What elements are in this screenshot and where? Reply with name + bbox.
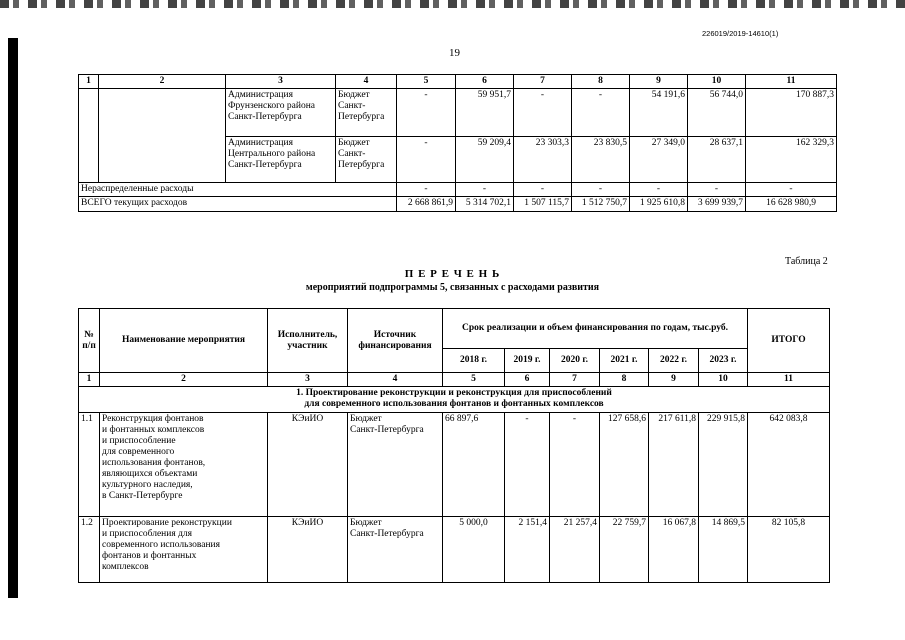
total-label: ВСЕГО текущих расходов (79, 197, 397, 212)
col-num: 2 (99, 75, 226, 89)
value-cell: - (572, 89, 630, 137)
total-cell: 1 925 610,8 (630, 197, 688, 212)
executor-cell: КЭиИО (268, 413, 348, 517)
table-row-unallocated (79, 183, 837, 197)
header-year: 2019 г. (505, 349, 550, 373)
cell-line: Бюджет (350, 518, 382, 528)
cell-line: Фрунзенского района (228, 101, 316, 111)
value-cell: 27 349,0 (630, 137, 688, 183)
cell-line: Реконструкция фонтанов (102, 414, 204, 424)
col-num: 11 (748, 373, 830, 387)
row-num: 1.1 (79, 413, 100, 517)
col-num: 4 (348, 373, 443, 387)
section-line: для современного использования фонтанов и фонтанных комплексов (304, 399, 604, 409)
col-num: 3 (268, 373, 348, 387)
value-cell: - (514, 183, 572, 197)
col-num: 8 (572, 75, 630, 89)
unallocated-label: Нераспределенные расходы (79, 183, 397, 197)
cell-line: Санкт- (338, 149, 366, 159)
header-name: Наименование мероприятия (100, 309, 268, 373)
value-cell: 59 209,4 (456, 137, 514, 183)
header-num: № п/п (79, 309, 100, 373)
value-cell: - (746, 183, 837, 197)
header-total: ИТОГО (748, 309, 830, 373)
cell-line: Бюджет (338, 90, 370, 100)
value-cell: 23 830,5 (572, 137, 630, 183)
cell-line: фонтанов и фонтанных (102, 551, 197, 561)
cell-line: Санкт-Петербурга (228, 112, 302, 122)
section-heading (79, 387, 830, 413)
section-line: 1. Проектирование реконструкции и реконструкция для приспособлений (296, 388, 612, 398)
value-cell: - (572, 183, 630, 197)
cell-line: и фонтанных комплексов (102, 425, 205, 435)
merged-cell (99, 89, 226, 183)
value-cell: 59 951,7 (456, 89, 514, 137)
measure-name (100, 413, 268, 517)
value-cell: 54 191,6 (630, 89, 688, 137)
value-cell: 22 759,7 (600, 517, 649, 583)
cell-line: Санкт- (338, 101, 366, 111)
merged-cell (79, 89, 99, 183)
executor-cell: КЭиИО (268, 517, 348, 583)
value-cell: - (630, 183, 688, 197)
cell-line: Петербурга (338, 112, 385, 122)
value-cell: - (514, 89, 572, 137)
value-cell: - (550, 413, 600, 517)
value-cell: 56 744,0 (688, 89, 746, 137)
scan-noise-top (0, 0, 905, 8)
value-cell: 5 000,0 (443, 517, 505, 583)
value-cell: 28 637,1 (688, 137, 746, 183)
cell-line: являющихся объектами (102, 469, 198, 479)
source-cell (336, 89, 397, 137)
cell-line: в Санкт-Петербурге (102, 491, 183, 501)
cell-line: использования фонтанов, (102, 458, 206, 468)
cell-line: Бюджет (338, 138, 370, 148)
col-num: 4 (336, 75, 397, 89)
cell-line: Санкт-Петербурга (350, 425, 424, 435)
table-row (79, 89, 837, 137)
col-num: 9 (649, 373, 699, 387)
total-cell: 1 512 750,7 (572, 197, 630, 212)
table2-col-number-row (79, 373, 830, 387)
table1-col-number-row (79, 75, 837, 89)
cell-line: и приспособление (102, 436, 176, 446)
total-cell: 82 105,8 (748, 517, 830, 583)
table-row (79, 517, 830, 583)
col-num: 5 (397, 75, 456, 89)
cell-line: Санкт-Петербурга (350, 529, 424, 539)
measure-name (100, 517, 268, 583)
cell-line: и приспособления для (102, 529, 193, 539)
section-row (79, 387, 830, 413)
table-current-expenses (78, 74, 837, 212)
col-num: 7 (514, 75, 572, 89)
executor-cell (226, 137, 336, 183)
col-num: 9 (630, 75, 688, 89)
source-cell (336, 137, 397, 183)
col-num: 7 (550, 373, 600, 387)
header-year: 2021 г. (600, 349, 649, 373)
cell-line: Администрация (228, 90, 293, 100)
value-cell: 229 915,8 (699, 413, 748, 517)
value-cell: 217 611,8 (649, 413, 699, 517)
header-year: 2023 г. (699, 349, 748, 373)
header-year: 2018 г. (443, 349, 505, 373)
table2-title: П Е Р Е Ч Е Н Ь (404, 268, 501, 280)
col-num: 8 (600, 373, 649, 387)
scan-edge-bar (8, 38, 18, 598)
total-cell: 16 628 980,9 (746, 197, 837, 212)
col-num: 1 (79, 75, 99, 89)
header-period: Срок реализации и объем финансирования по годам, тыс.руб. (443, 309, 748, 349)
table-row (79, 413, 830, 517)
col-num: 10 (699, 373, 748, 387)
value-cell: 66 897,6 (443, 413, 505, 517)
col-num: 6 (505, 373, 550, 387)
col-num: 6 (456, 75, 514, 89)
col-num: 3 (226, 75, 336, 89)
total-cell: 642 083,8 (748, 413, 830, 517)
cell-line: Проектирование реконструкции (102, 518, 232, 528)
value-cell: 162 329,3 (746, 137, 837, 183)
header-executor: Исполнитель, участник (268, 309, 348, 373)
cell-line: Бюджет (350, 414, 382, 424)
value-cell: - (397, 183, 456, 197)
total-cell: 2 668 861,9 (397, 197, 456, 212)
cell-line: Центрального района (228, 149, 316, 159)
page-number: 19 (449, 47, 460, 59)
cell-line: культурного наследия, (102, 480, 193, 490)
value-cell: 16 067,8 (649, 517, 699, 583)
value-cell: 170 887,3 (746, 89, 837, 137)
cell-line: Санкт-Петербурга (228, 160, 302, 170)
value-cell: - (688, 183, 746, 197)
table2-header-row (79, 309, 830, 349)
table2-subtitle: мероприятий подпрограммы 5, связанных с расходами развития (305, 282, 600, 293)
col-num: 5 (443, 373, 505, 387)
col-num: 11 (746, 75, 837, 89)
col-num: 10 (688, 75, 746, 89)
cell-line: Петербурга (338, 160, 385, 170)
table-row-total (79, 197, 837, 212)
value-cell: 23 303,3 (514, 137, 572, 183)
header-year: 2022 г. (649, 349, 699, 373)
table-note: Таблица 2 (785, 256, 828, 267)
total-cell: 3 699 939,7 (688, 197, 746, 212)
source-cell (348, 517, 443, 583)
document-number: 226019/2019-14610(1) (702, 29, 779, 38)
cell-line: для современного (102, 447, 175, 457)
total-cell: 1 507 115,7 (514, 197, 572, 212)
value-cell: - (456, 183, 514, 197)
col-num: 1 (79, 373, 100, 387)
table-development-measures (78, 308, 830, 583)
source-cell (348, 413, 443, 517)
value-cell: - (505, 413, 550, 517)
value-cell: 21 257,4 (550, 517, 600, 583)
cell-line: современного использования (102, 540, 220, 550)
value-cell: - (397, 137, 456, 183)
value-cell: 14 869,5 (699, 517, 748, 583)
row-num: 1.2 (79, 517, 100, 583)
value-cell: - (397, 89, 456, 137)
col-num: 2 (100, 373, 268, 387)
header-source: Источник финансирования (348, 309, 443, 373)
value-cell: 127 658,6 (600, 413, 649, 517)
value-cell: 2 151,4 (505, 517, 550, 583)
cell-line: комплексов (102, 562, 149, 572)
executor-cell (226, 89, 336, 137)
total-cell: 5 314 702,1 (456, 197, 514, 212)
header-year: 2020 г. (550, 349, 600, 373)
cell-line: Администрация (228, 138, 293, 148)
